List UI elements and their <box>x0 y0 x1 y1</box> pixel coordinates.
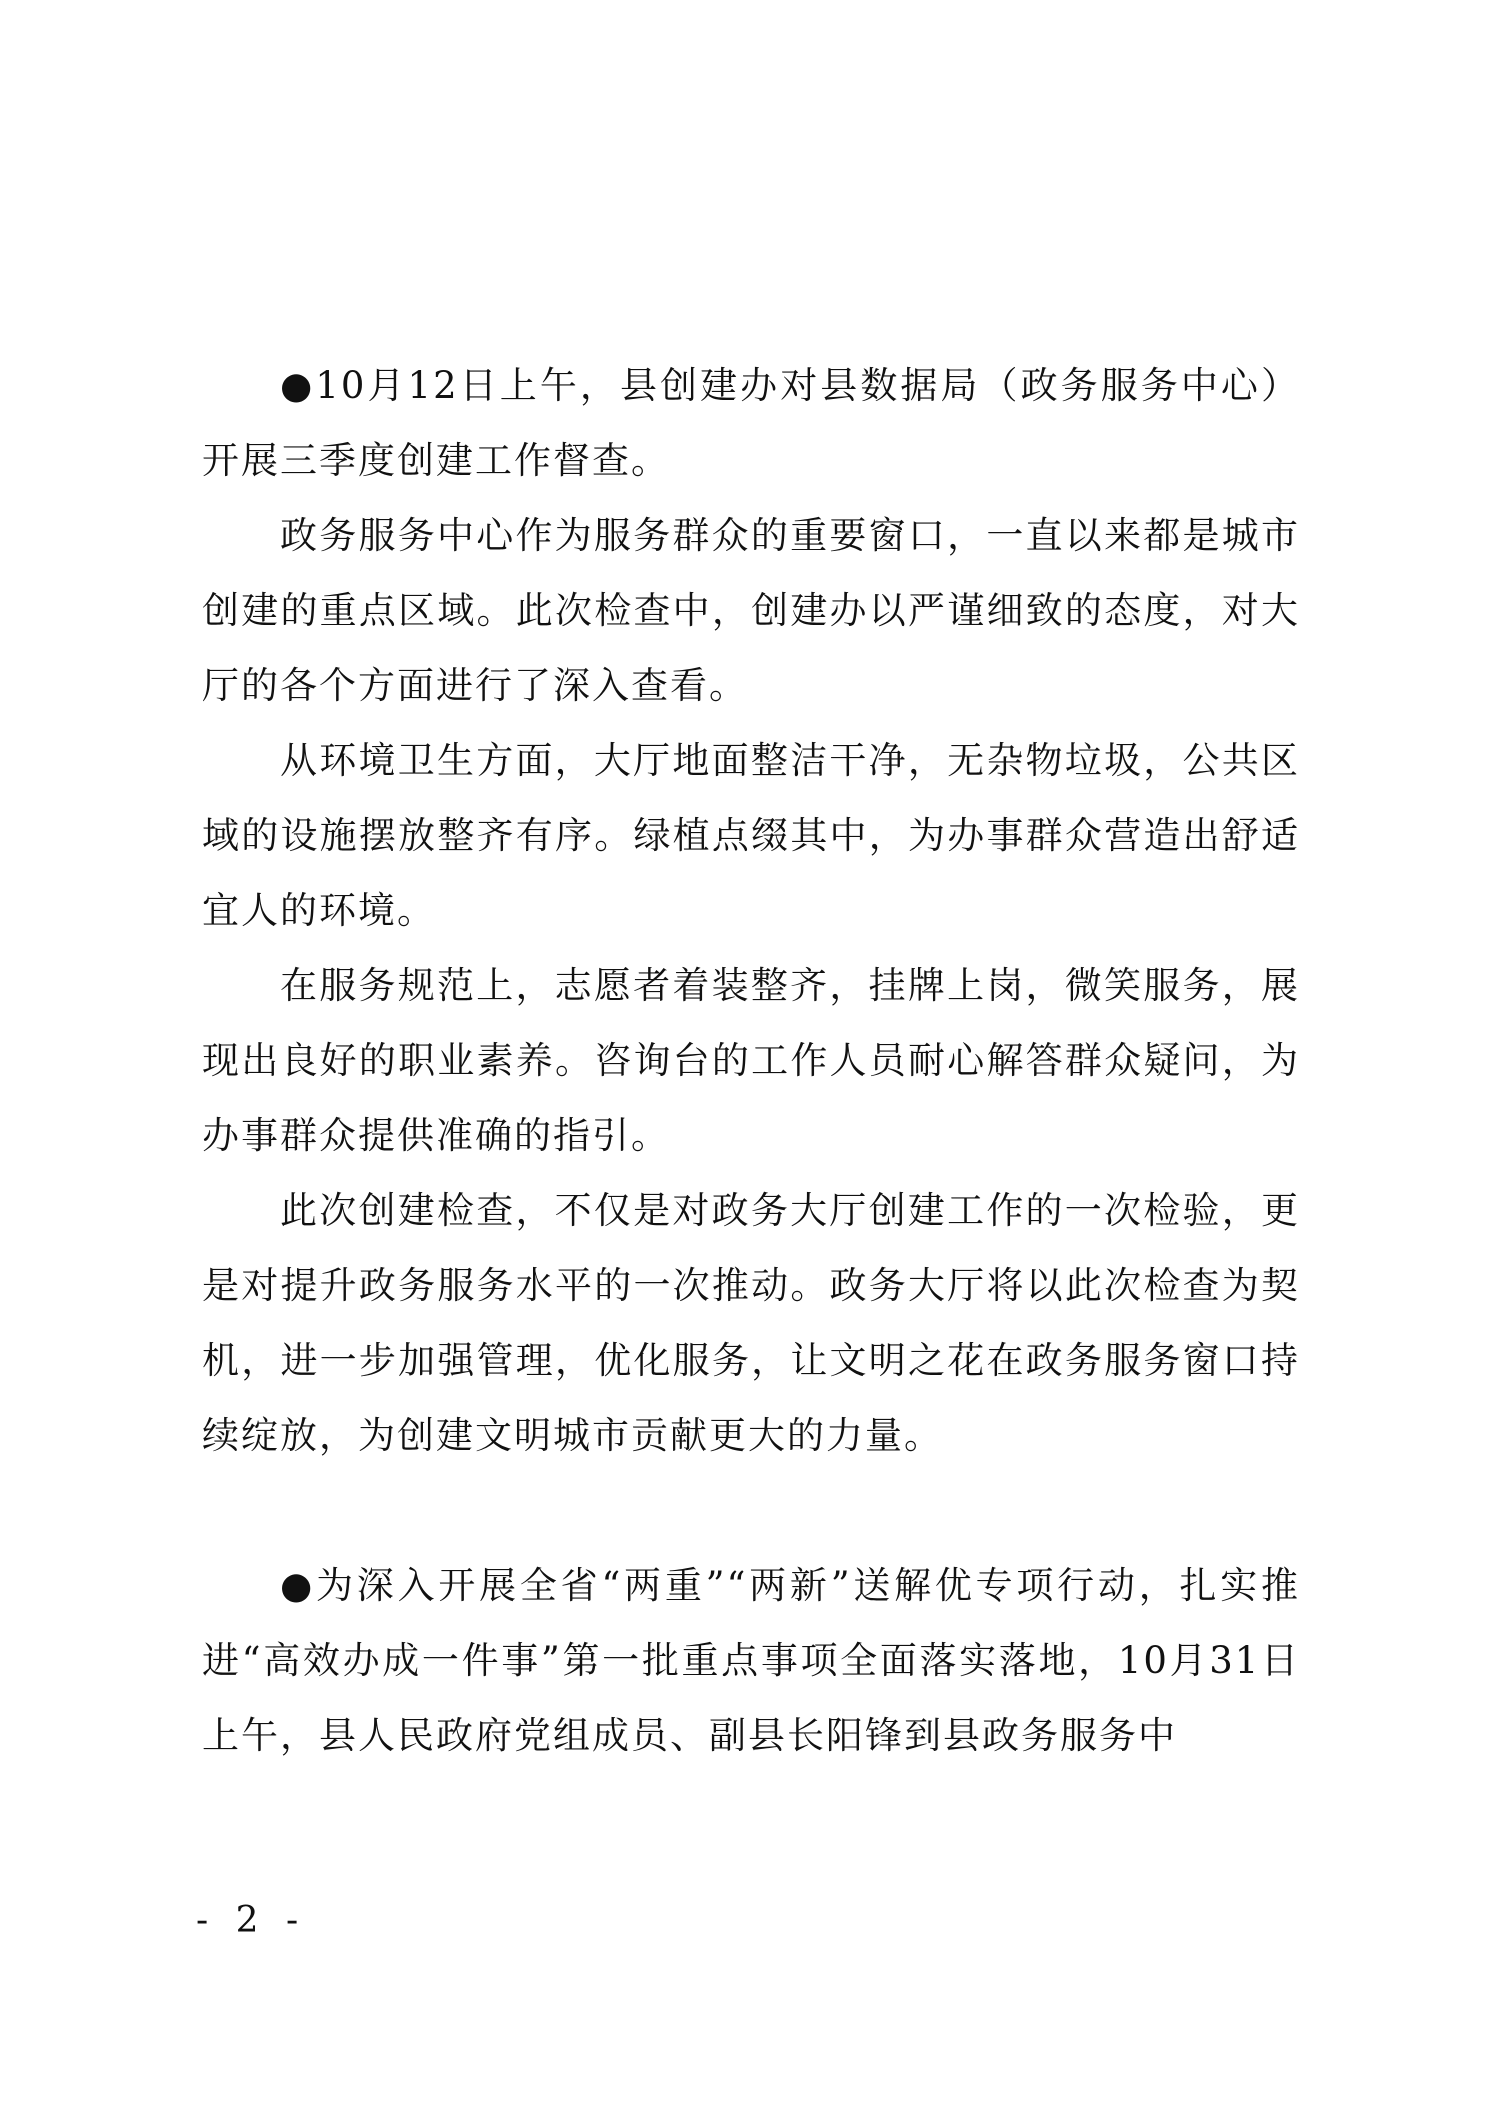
paragraph-special-action: ●为深入开展全省“两重”“两新”送解优专项行动，扎实推进“高效办成一件事”第一批重点事项全面落实落地，10月31日上午，县人民政府党组成员、副县长阳锋到县政务服务中 <box>202 1564 1300 1757</box>
document-body <box>202 348 1300 1773</box>
paragraph-service-center: 政务服务中心作为服务群众的重要窗口，一直以来都是城市创建的重点区域。此次检查中，创建办以严谨细致的态度，对大厅的各个方面进行了深入查看。 <box>202 514 1300 707</box>
section-gap <box>202 1473 1300 1548</box>
paragraph-conclusion: 此次创建检查，不仅是对政务大厅创建工作的一次检验，更是对提升政务服务水平的一次推动。政务大厅将以此次检查为契机，进一步加强管理，优化服务，让文明之花在政务服务窗口持续绽放，为创建文明城市贡献更大的力量。 <box>202 1189 1300 1457</box>
paragraph-environment: 从环境卫生方面，大厅地面整洁干净，无杂物垃圾，公共区域的设施摆放整齐有序。绿植点缀其中，为办事群众营造出舒适宜人的环境。 <box>202 739 1300 932</box>
paragraph-inspection-intro: ●10月12日上午，县创建办对县数据局（政务服务中心）开展三季度创建工作督查。 <box>202 364 1300 482</box>
paragraph-service-standards: 在服务规范上，志愿者着装整齐，挂牌上岗，微笑服务，展现出良好的职业素养。咨询台的工作人员耐心解答群众疑问，为办事群众提供准确的指引。 <box>202 964 1300 1157</box>
page-number: - 2 - <box>196 1900 307 1941</box>
